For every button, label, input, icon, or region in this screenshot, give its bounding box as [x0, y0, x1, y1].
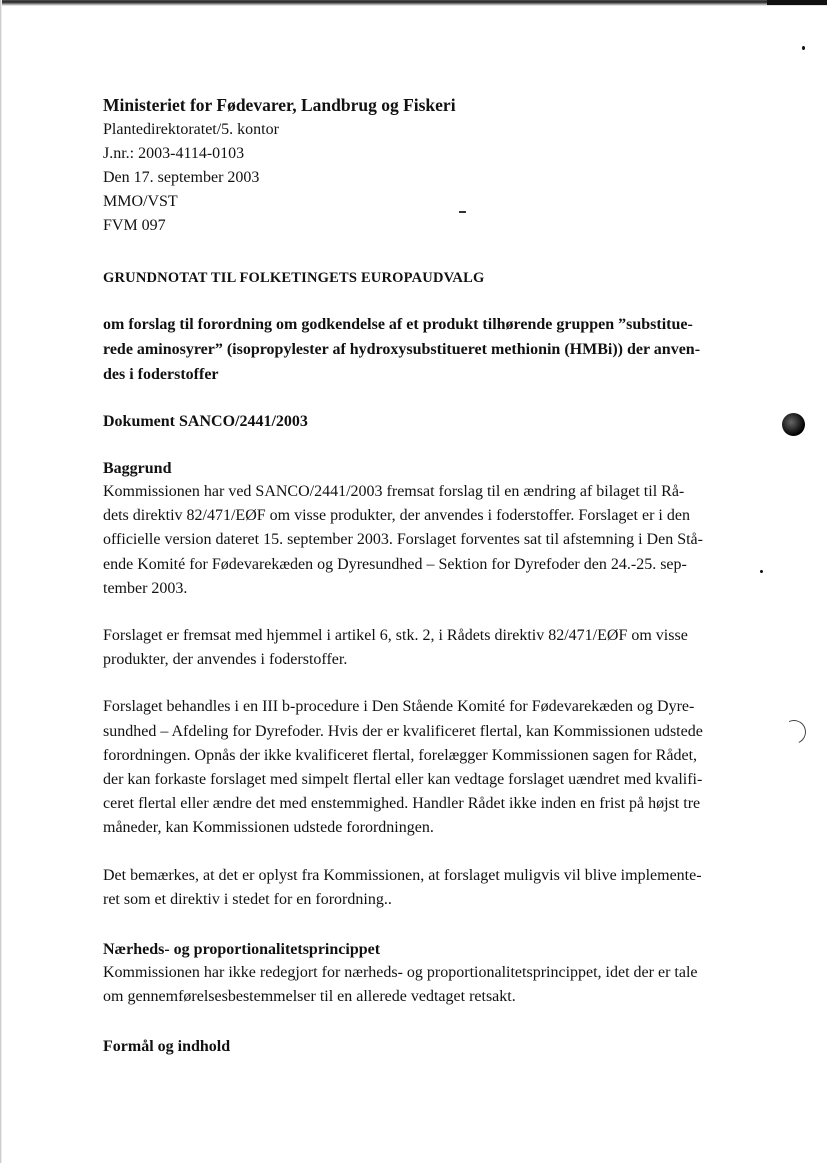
- journal-number: J.nr.: 2003-4114-0103: [103, 145, 245, 162]
- reference-code: FVM 097: [103, 217, 166, 234]
- punch-hole-mark: [782, 413, 805, 436]
- text-line: måneder, kan Kommissionen udstede forordningen.: [103, 819, 434, 837]
- paragraph: [103, 695, 743, 840]
- paragraph: [103, 864, 743, 912]
- text-line: forordningen. Opnås der ikke kvalificeret flertal, forelægger Kommissionen sagen for Rådet,: [103, 746, 698, 764]
- document-reference: Dokument SANCO/2441/2003: [103, 413, 308, 430]
- subject-line: rede aminosyrer” (isopropylester af hydroxysubstitueret methionin (HMBi)) der anven-: [103, 341, 701, 358]
- letterhead: [103, 93, 743, 238]
- text-line: ceret flertal eller ændre det med enstemmighed. Handler Rådet ikke inden en frist på højst tre: [103, 795, 701, 813]
- scan-left-edge: [0, 0, 2, 1163]
- section-heading-purpose: Formål og indhold: [103, 1038, 231, 1056]
- text-line: tember 2003.: [103, 579, 188, 597]
- scan-speck: [802, 46, 805, 50]
- text-line: ende Komité for Fødevarekæden og Dyresundhed – Sektion for Dyrefoder den 24.-25. sep-: [103, 555, 687, 573]
- subject-block: [103, 312, 743, 387]
- text-line: officielle version dateret 15. september 2003. Forslaget forventes sat til afstemning i Den Stå-: [103, 531, 703, 549]
- text-line: om gennemførelsesbestemmelser til en allerede vedtaget retsakt.: [103, 988, 516, 1006]
- text-line: Kommissionen har ved SANCO/2441/2003 fremsat forslag til en ændring af bilaget til Rå-: [103, 483, 685, 500]
- scan-speck: [760, 570, 763, 573]
- paragraph: [103, 961, 743, 1009]
- ministry-name: Ministeriet for Fødevarer, Landbrug og Fiskeri: [103, 95, 456, 115]
- text-line: ret som et direktiv i stedet for en forordning..: [103, 890, 392, 908]
- text-line: sundhed – Afdeling for Dyrefoder. Hvis der er kvalificeret flertal, kan Kommissionen udstede: [103, 722, 703, 740]
- subject-line: om forslag til forordning om godkendelse af et produkt tilhørende gruppen ”substitue-: [103, 316, 693, 333]
- text-line: Kommissionen har ikke redegjort for nærheds- og proportionalitetsprincippet, idet der er tale: [103, 964, 698, 982]
- subject-line: des i foderstoffer: [103, 366, 219, 383]
- section-heading-background: Baggrund: [103, 460, 172, 477]
- document-page: [103, 93, 743, 1058]
- text-line: Forslaget behandles i en III b-procedure i Den Stående Komité for Fødevarekæden og Dyre-: [103, 698, 695, 716]
- text-line: Forslaget er fremsat med hjemmel i artikel 6, stk. 2, i Rådets direktiv 82/471/EØF om visse: [103, 627, 688, 645]
- text-line: der kan forkaste forslaget med simpelt flertal eller kan vedtage forslaget uændret med kvalifi-: [103, 771, 703, 789]
- text-line: Det bemærkes, at det er oplyst fra Kommissionen, at forslaget muligvis vil blive implemente-: [103, 866, 702, 884]
- office-name: Plantedirektoratet/5. kontor: [103, 121, 279, 138]
- text-line: produkter, der anvendes i foderstoffer.: [103, 651, 348, 669]
- scan-top-edge: [0, 0, 827, 6]
- document-date: Den 17. september 2003: [103, 169, 260, 186]
- section-heading-subsidiarity: Nærheds- og proportionalitetsprincippet: [103, 941, 381, 959]
- document-title: GRUNDNOTAT TIL FOLKETINGETS EUROPAUDVALG: [103, 270, 485, 286]
- paragraph: [103, 624, 743, 672]
- text-line: dets direktiv 82/471/EØF om visse produkter, der anvendes i foderstoffer. Forslaget er i den: [103, 507, 690, 525]
- paragraph: [103, 480, 743, 601]
- author-initials: MMO/VST: [103, 193, 178, 210]
- scan-artifact-curl: [779, 717, 810, 748]
